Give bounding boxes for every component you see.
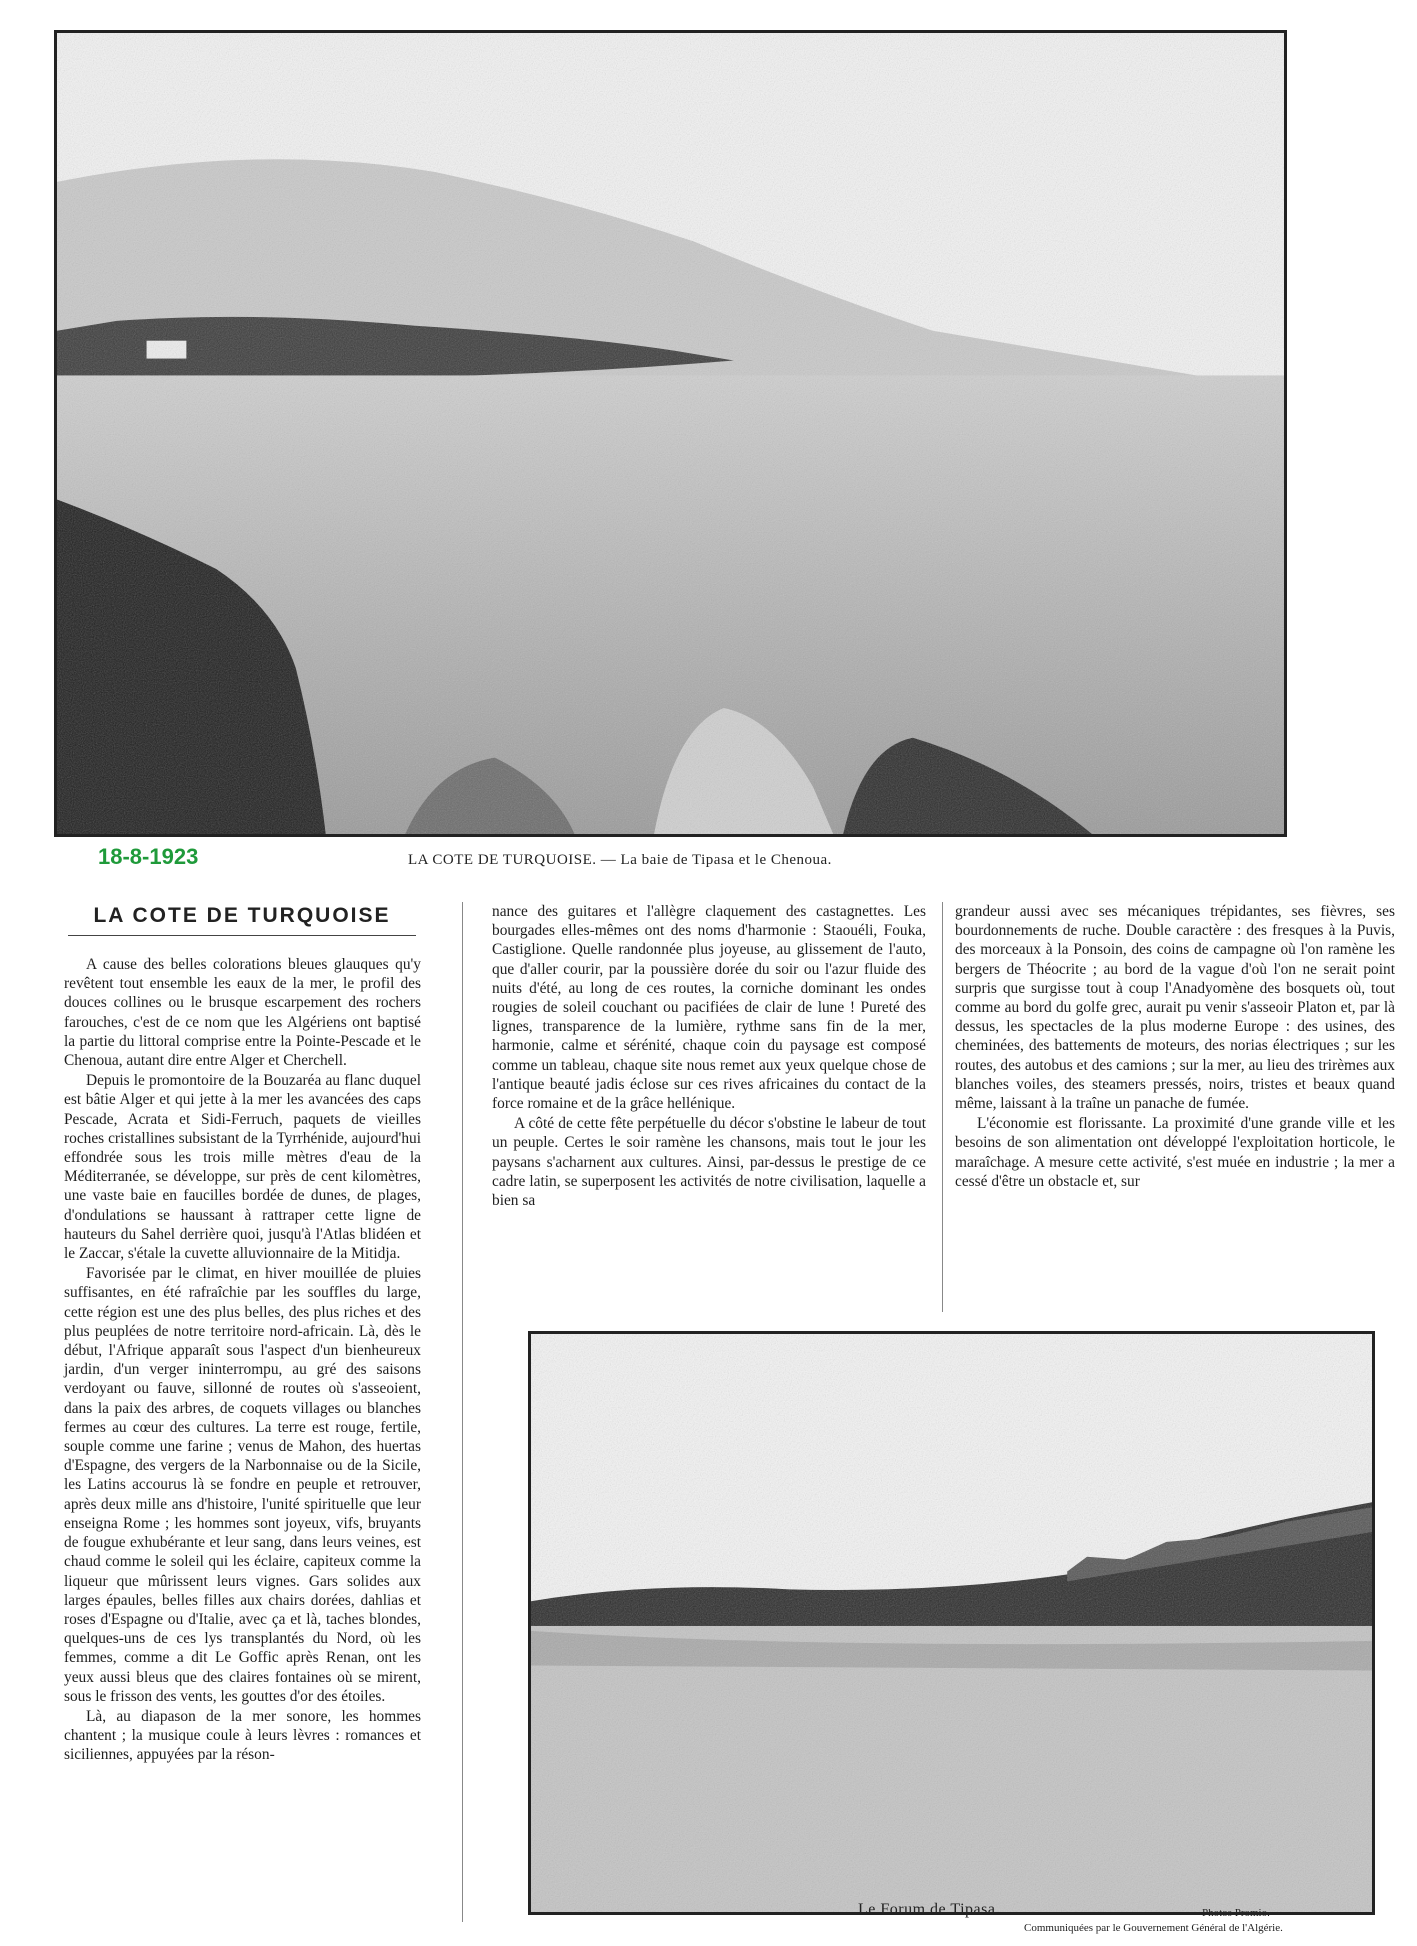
article-column-3 — [955, 902, 1395, 1192]
photo-forum-of-tipasa — [528, 1331, 1375, 1915]
paragraph: Là, au diapason de la mer sonore, les hommes chantent ; la musique coule à leurs lèvres : romances et siciliennes, appuyées par la réson- — [64, 1707, 421, 1764]
bay-landscape-image — [57, 33, 1284, 834]
paragraph: A cause des belles colorations bleues glauques qu'y revêtent tout ensemble les eaux de la mer, le profil des douces collines ou le brusque escarpement des rochers farouches, c'est de ce nom que les Algériens ont baptisé la partie du littoral comprise entre la Pointe-Pescade et le Chenoua, autant dire entre Alger et Cherchell. — [64, 956, 421, 1070]
article-title: LA COTE DE TURQUOISE — [93, 904, 391, 927]
paragraph: Depuis le promontoire de la Bouzaréa au flanc duquel est bâtie Alger et qui jette à la mer les avancées des caps Pescade, Acrata et Sidi-Ferruch, paquets de vieilles roches cristallines subsistant de la Tyrrhénide, aujourd'hui effondrée sous les trois mille mètres d'eau de la Méditerranée, se développe, sur près de cent kilomètres, une vaste baie en faucilles bordée de dunes, de plages, d'ondulations se haussant à rattraper cette ligne de hauteurs du Sahel derrière quoi, jusqu'à l'Atlas blidéen et le Zaccar, s'étale la cuvette alluvionnaire de la Mitidja. — [64, 1072, 421, 1263]
column-rule-2 — [942, 902, 943, 1312]
date-stamp: 18-8-1923 — [98, 844, 199, 869]
bottom-photo-caption: Le Forum de Tipasa. — [858, 1901, 1000, 1918]
article-column-2 — [492, 902, 926, 1211]
paragraph: A côté de cette fête perpétuelle du décor s'obstine le labeur de tout un peuple. Certes le soir ramène les chansons, mais tout le jour les paysans s'acharnent aux cultures. Ainsi, par-dessus le prestige de ce cadre latin, se superposent les activités de notre civilisation, laquelle a bien sa — [492, 1115, 926, 1210]
top-photo-caption: LA COTE DE TURQUOISE. — La baie de Tipasa et le Chenoua. — [408, 852, 832, 868]
paragraph: nance des guitares et l'allègre claquement des castagnettes. Les bourgades elles-mêmes ont des noms d'harmonie : Staouéli, Fouka, Castiglione. Quelle randonnée plus joyeuse, au glissement de l'auto, que d'aller courir, par la poussière dorée du soir ou l'azur fluide des nuits d'été, au long de ces routes, la corniche dominant les ondes rougies de soleil couchant ou pacifiées de clair de lune ! Pureté des lignes, transparence de la lumière, rythme sans fin de la mer, harmonie, calme et sérénité, chaque coin du paysage est composé comme un tableau, chaque site nous remet aux yeux quelque chose de l'antique beauté jadis éclose sur ces rives africaines du contact de la force romaine et de la grâce hellénique. — [492, 903, 926, 1113]
article-column-1 — [64, 955, 421, 1766]
title-underline — [68, 935, 416, 936]
photo-credit: Photos Promio. — [1202, 1907, 1270, 1919]
paragraph: L'économie est florissante. La proximité d'une grande ville et les besoins de son alimentation ont développé l'exploitation horticole, le maraîchage. A mesure cette activité, s'est muée en industrie ; la mer a cessé d'être un obstacle et, sur — [955, 1115, 1395, 1190]
photo-bay-of-tipasa — [54, 30, 1287, 837]
paragraph: Favorisée par le climat, en hiver mouillée de pluies suffisantes, en été rafraîchie par les souffles du large, cette région est une des plus belles, des plus riches et des plus peuplées de notre territoire nord-africain. Là, dès le début, l'Afrique apparaît sous l'aspect d'un bienheureux jardin, d'un verger ininterrompu, au gré des saisons verdoyant ou fauve, sillonné de routes où s'asseoient, dans la paix des arbres, de coquets villages ou blanches fermes au cœur des cultures. La terre est rouge, fertile, souple comme une farine ; venus de Mahon, des huertas d'Espagne, des vergers de la Narbonnaise ou de la Sicile, les Latins accourus là se fondre en peuple et retrouver, après deux mille ans d'histoire, l'unité spirituelle que leur enseigna Rome ; les hommes sont joyeux, vifs, bruyants de fougue exhubérante et leur sang, dans leurs veines, est chaud comme le soleil qui les éclaire, capiteux comme la liqueur que mûrissent leurs vignes. Gars solides aux larges épaules, belles filles aux chairs dorées, dahlias et roses d'Espagne ou d'Italie, avec ça et là, taches blondes, quelques-uns de ces lys transplantés du Nord, où les femmes, comme a dit Le Goffic après Renan, ont les yeux aussi bleus que des claires fontaines où se mirent, sous le frisson des vents, les gouttes d'or des étoiles. — [64, 1265, 421, 1705]
paragraph: grandeur aussi avec ses mécaniques trépidantes, ses fièvres, ses bourdonnements de ruche. Double caractère : des fresques à la Puvis, des morceaux à la Ponsoin, des coins de campagne où l'on ramène les bergers de Théocrite ; au bord de la vague d'où l'on ne serait point surpris que surgisse tout à coup l'Anadyomène des bosquets où, tout comme au bord du golfe grec, aurait pu venir s'asseoir Platon et, par là dessus, les spectacles de la plus moderne Europe : des usines, des cheminées, des battements de moteurs, des norias électriques ; sur les routes, des autobus et des camions ; sur la mer, au lieu des trirèmes aux blanches voiles, des steamers pressés, noirs, tristes et beaux quand même, laissant à la traîne un panache de fumée. — [955, 903, 1395, 1113]
photo-source-credit: Communiquées par le Gouvernement Général de l'Algérie. — [1024, 1922, 1283, 1934]
column-rule-1 — [462, 902, 463, 1922]
forum-landscape-image — [531, 1334, 1372, 1912]
